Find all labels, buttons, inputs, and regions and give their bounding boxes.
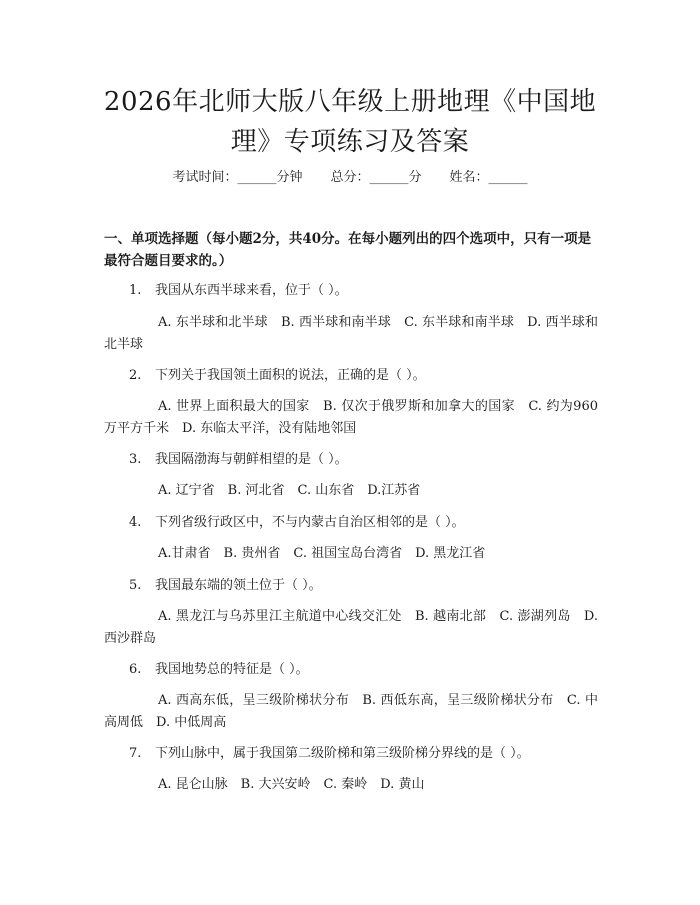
question-number: 6. [129,662,142,677]
question-options: A.甘肃省 B. 贵州省 C. 祖国宝岛台湾省 D. 黑龙江省 [158,546,486,561]
question-stem [104,512,604,534]
question-text: 我国从东西半球来看，位于（ ）。 [155,283,348,298]
question-stem [104,575,604,597]
question-stem [104,365,604,387]
question-number: 2. [129,368,142,383]
exam-meta [0,169,700,187]
question-stem [104,659,604,681]
question-number: 4. [129,515,142,530]
exam-score: 总分：______分 [330,170,422,185]
question-options: A. 西高东低，呈三级阶梯状分布 B. 西低东高，呈三级阶梯状分布 C. 中高周低 D. 中低周高 [104,693,598,730]
question-number: 3. [129,452,142,467]
exam-time: 考试时间：______分钟 [172,170,303,185]
question-options: A. 黑龙江与乌苏里江主航道中心线交汇处 B. 越南北部 C. 澎湖列岛 D. 西沙群岛 [104,609,598,646]
question-stem [104,280,604,302]
exam-name: 姓名：______ [449,170,528,185]
document-title: 2026年北师大版八年级上册地理《中国地理》专项练习及答案 [103,87,597,157]
section-heading: 一、单项选择题（每小题2分，共40分。在每小题列出的四个选项中，只有一项是最符合题目要求的。） [104,231,592,269]
question-options: A. 东半球和北半球 B. 西半球和南半球 C. 东半球和南半球 D. 西半球和北半球 [104,315,598,352]
question-text: 我国隔渤海与朝鲜相望的是（ ）。 [155,452,348,467]
question-text: 下列山脉中，属于我国第二级阶梯和第三级阶梯分界线的是（ ）。 [155,746,530,761]
question-options: A. 昆仑山脉 B. 大兴安岭 C. 秦岭 D. 黄山 [158,777,425,792]
question-text: 下列省级行政区中，不与内蒙古自治区相邻的是（ ）。 [155,515,465,530]
question-number: 1. [129,283,142,298]
question-number: 5. [129,578,142,593]
question-text: 下列关于我国领土面积的说法，正确的是（ ）。 [155,368,426,383]
question-number: 7. [129,746,142,761]
question-text: 我国地势总的特征是（ ）。 [155,662,309,677]
question-options: A. 辽宁省 B. 河北省 C. 山东省 D.江苏省 [158,483,421,498]
question-text: 我国最东端的领土位于（ ）。 [155,578,322,593]
question-stem [104,743,604,765]
question-options: A. 世界上面积最大的国家 B. 仅次于俄罗斯和加拿大的国家 C. 约为960万平方千米 D. 东临太平洋，没有陆地邻国 [104,399,598,436]
question-stem [104,449,604,471]
